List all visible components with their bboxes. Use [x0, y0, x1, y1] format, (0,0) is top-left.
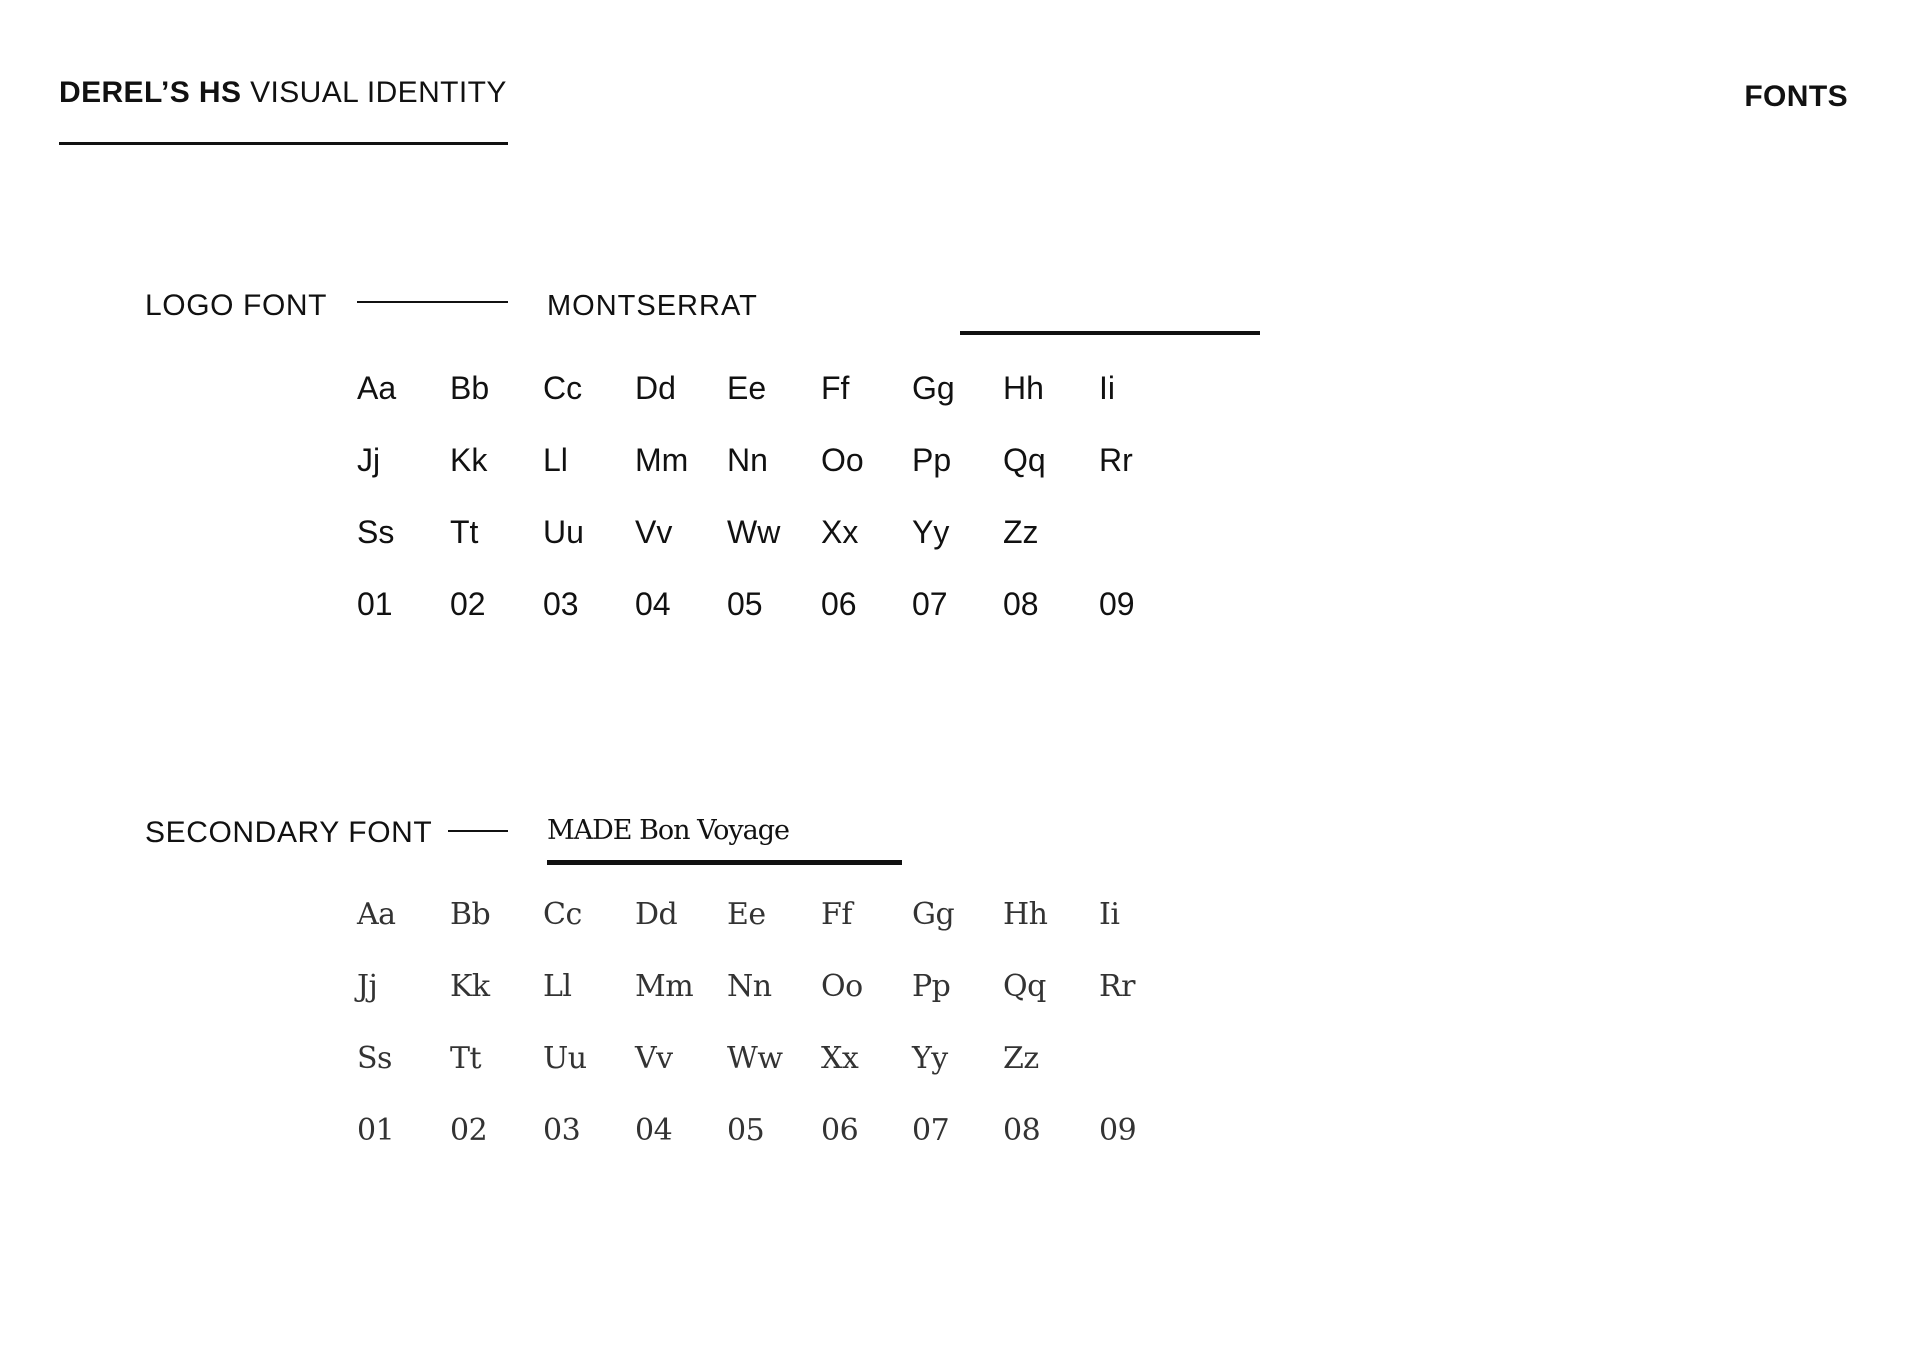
glyph-cell: 02 [450, 586, 486, 622]
glyph-cell: Cc [543, 370, 583, 406]
glyph-cell: 08 [1003, 586, 1039, 622]
logo-font-glyph-grid [357, 368, 1159, 656]
glyph-cell: Mm [635, 442, 689, 478]
logo-font-accent-line [960, 331, 1260, 335]
glyph-cell: Tt [450, 514, 479, 550]
glyph-cell: Kk [450, 442, 488, 478]
glyph-cell: Bb [450, 370, 490, 406]
glyph-cell: Kk [450, 969, 490, 1004]
glyph-cell: 03 [543, 1113, 581, 1148]
glyph-cell: Oo [821, 969, 863, 1004]
glyph-cell: 05 [727, 1113, 765, 1148]
logo-font-connector-line [357, 301, 508, 303]
document-subtitle: VISUAL IDENTITY [250, 76, 507, 109]
glyph-cell: Ww [727, 514, 781, 550]
glyph-cell: Yy [912, 514, 950, 550]
glyph-cell: Ss [357, 1041, 392, 1076]
glyph-cell: 08 [1003, 1113, 1041, 1148]
glyph-cell: Pp [912, 442, 952, 478]
glyph-cell: Vv [635, 514, 673, 550]
glyph-cell: Oo [821, 442, 864, 478]
glyph-cell: Ee [727, 897, 766, 932]
glyph-cell: Pp [912, 969, 951, 1004]
glyph-cell: Nn [727, 969, 772, 1004]
glyph-cell: Gg [912, 370, 955, 406]
glyph-cell: Jj [357, 442, 381, 478]
glyph-cell: Qq [1003, 969, 1046, 1004]
glyph-cell: Qq [1003, 442, 1046, 478]
glyph-cell: 05 [727, 586, 763, 622]
glyph-cell: 01 [357, 1113, 395, 1148]
glyph-cell: Ff [821, 897, 852, 932]
secondary-font-connector-line [448, 830, 508, 832]
glyph-cell: Ll [543, 442, 568, 478]
glyph-cell: Ii [1099, 370, 1115, 406]
glyph-cell: Xx [821, 514, 859, 550]
glyph-cell: Vv [635, 1041, 673, 1076]
glyph-cell: Ii [1099, 897, 1120, 932]
page-label: FONTS [1744, 80, 1848, 113]
brand-name: DEREL’S HS [59, 76, 242, 109]
secondary-font-label: SECONDARY FONT [145, 816, 433, 849]
glyph-cell: Ff [821, 370, 850, 406]
glyph-cell: 06 [821, 586, 857, 622]
glyph-cell: Nn [727, 442, 768, 478]
glyph-cell: Hh [1003, 370, 1044, 406]
glyph-cell: Xx [821, 1041, 859, 1076]
glyph-cell: Zz [1003, 514, 1039, 550]
header-underline [59, 142, 508, 145]
glyph-cell: Rr [1099, 442, 1133, 478]
glyph-cell: 04 [635, 1113, 673, 1148]
glyph-cell: 04 [635, 586, 671, 622]
glyph-cell: Zz [1003, 1041, 1039, 1076]
glyph-cell: Dd [635, 370, 676, 406]
glyph-cell: 07 [912, 586, 948, 622]
document-title [59, 76, 507, 110]
glyph-cell: Gg [912, 897, 955, 932]
glyph-cell: 01 [357, 586, 393, 622]
glyph-cell: Dd [635, 897, 678, 932]
glyph-cell: Rr [1099, 969, 1135, 1004]
glyph-cell: Uu [543, 1041, 587, 1076]
logo-font-name: MONTSERRAT [547, 290, 758, 322]
glyph-cell: Ss [357, 514, 395, 550]
glyph-cell: 09 [1099, 586, 1135, 622]
glyph-cell [1099, 1039, 1159, 1111]
secondary-font-underline [547, 860, 902, 865]
glyph-cell: Ee [727, 370, 767, 406]
glyph-cell: Yy [912, 1041, 948, 1076]
glyph-cell: Bb [450, 897, 491, 932]
glyph-cell: Cc [543, 897, 582, 932]
glyph-cell: Ww [727, 1041, 783, 1076]
secondary-font-name: MADE Bon Voyage [547, 815, 790, 846]
glyph-cell: 03 [543, 586, 579, 622]
glyph-cell: Aa [357, 897, 396, 932]
glyph-cell: 07 [912, 1113, 950, 1148]
glyph-cell: Mm [635, 969, 694, 1004]
glyph-cell [1099, 512, 1159, 584]
glyph-cell: Jj [357, 969, 378, 1004]
glyph-cell: 02 [450, 1113, 488, 1148]
glyph-cell: 06 [821, 1113, 859, 1148]
glyph-cell: 09 [1099, 1113, 1137, 1148]
glyph-cell: Ll [543, 969, 572, 1004]
glyph-cell: Tt [450, 1041, 482, 1076]
logo-font-label: LOGO FONT [145, 289, 328, 322]
glyph-cell: Hh [1003, 897, 1048, 932]
secondary-font-glyph-grid [357, 895, 1159, 1183]
glyph-cell: Aa [357, 370, 397, 406]
glyph-cell: Uu [543, 514, 584, 550]
